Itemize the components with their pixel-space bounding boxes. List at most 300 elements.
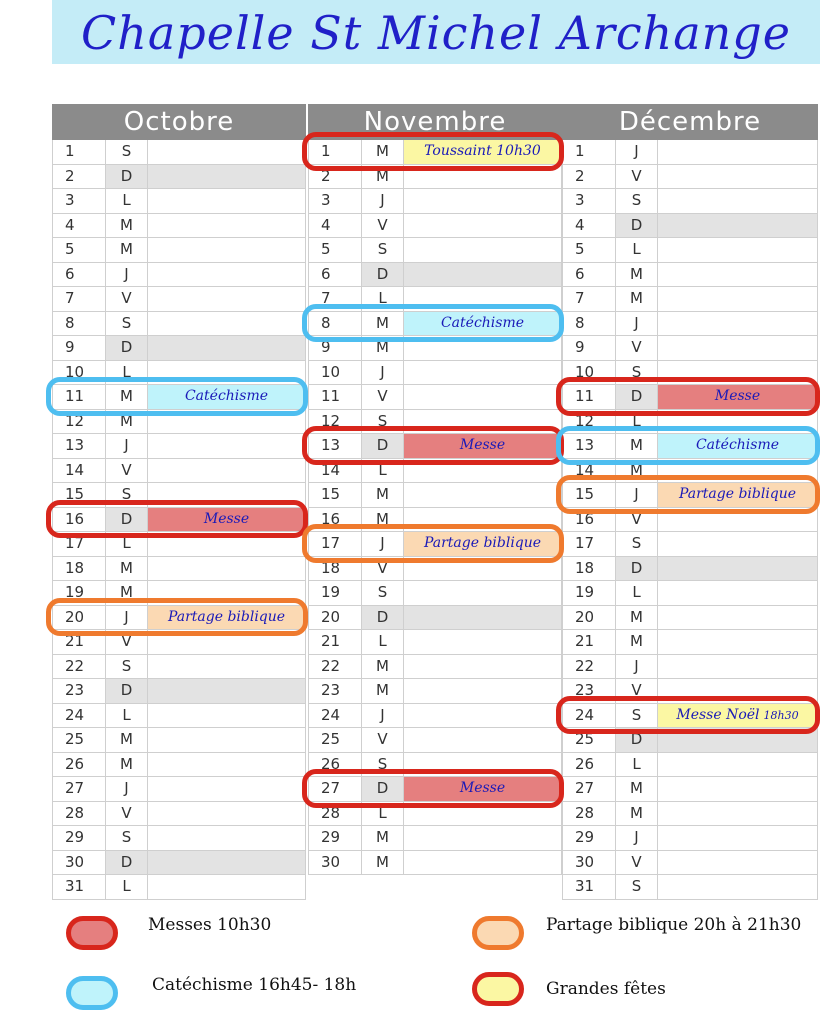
empty-cell — [658, 214, 818, 238]
day-row — [308, 459, 562, 484]
empty-cell — [148, 165, 306, 189]
month-header: Décembre — [562, 104, 818, 140]
day-number: 12 — [52, 410, 106, 434]
day-row — [308, 630, 562, 655]
weekday-letter: L — [362, 287, 404, 311]
weekday-letter: V — [106, 630, 148, 654]
day-row — [52, 263, 306, 288]
weekday-letter: M — [362, 851, 404, 875]
empty-cell — [404, 361, 562, 385]
empty-cell — [148, 287, 306, 311]
day-number: 21 — [308, 630, 362, 654]
weekday-letter: D — [106, 336, 148, 360]
empty-cell — [658, 287, 818, 311]
empty-cell — [658, 459, 818, 483]
day-row — [52, 557, 306, 582]
weekday-letter: S — [362, 581, 404, 605]
page-title: Chapelle St Michel Archange — [81, 6, 791, 60]
day-row — [52, 434, 306, 459]
day-number: 29 — [52, 826, 106, 850]
day-number: 13 — [52, 434, 106, 458]
day-row — [52, 238, 306, 263]
weekday-letter: M — [362, 655, 404, 679]
weekday-letter: S — [616, 875, 658, 899]
weekday-letter: L — [362, 802, 404, 826]
day-number: 18 — [308, 557, 362, 581]
legend-partage — [472, 916, 801, 950]
weekday-letter: V — [106, 459, 148, 483]
day-row — [562, 728, 818, 753]
day-number: 16 — [52, 508, 106, 532]
weekday-letter: L — [106, 704, 148, 728]
weekday-letter: V — [106, 287, 148, 311]
event-time-label: 18h30 — [763, 708, 799, 722]
day-number: 28 — [52, 802, 106, 826]
empty-cell — [658, 410, 818, 434]
day-row — [308, 851, 562, 876]
weekday-letter: S — [362, 753, 404, 777]
day-number: 8 — [308, 312, 362, 336]
empty-cell — [404, 238, 562, 262]
empty-cell — [658, 361, 818, 385]
weekday-letter: J — [362, 189, 404, 213]
empty-cell — [658, 532, 818, 556]
empty-cell — [148, 753, 306, 777]
event-label: Messe Noël — [676, 706, 760, 723]
weekday-letter: L — [106, 875, 148, 899]
day-number: 14 — [308, 459, 362, 483]
weekday-letter: M — [616, 606, 658, 630]
day-number: 16 — [562, 508, 616, 532]
day-number: 12 — [562, 410, 616, 434]
day-number: 1 — [52, 140, 106, 164]
day-number: 25 — [52, 728, 106, 752]
day-number: 28 — [562, 802, 616, 826]
event-label: Messe — [203, 510, 250, 527]
day-number: 26 — [308, 753, 362, 777]
weekday-letter: S — [616, 704, 658, 728]
weekday-letter: J — [616, 312, 658, 336]
day-row — [562, 508, 818, 533]
day-row — [308, 189, 562, 214]
empty-cell — [148, 263, 306, 287]
weekday-letter: D — [362, 777, 404, 801]
day-row — [562, 434, 818, 459]
weekday-letter: D — [106, 851, 148, 875]
day-number: 1 — [562, 140, 616, 164]
day-number: 18 — [562, 557, 616, 581]
weekday-letter: V — [616, 508, 658, 532]
weekday-letter: S — [362, 410, 404, 434]
weekday-letter: M — [362, 140, 404, 164]
day-row — [308, 140, 562, 165]
day-number: 4 — [562, 214, 616, 238]
day-row — [562, 777, 818, 802]
weekday-letter: L — [362, 459, 404, 483]
empty-cell — [148, 655, 306, 679]
event-label: Catéchisme — [440, 314, 525, 331]
day-row — [308, 312, 562, 337]
day-row — [562, 606, 818, 631]
day-row — [308, 802, 562, 827]
day-row — [308, 483, 562, 508]
day-number: 7 — [52, 287, 106, 311]
empty-cell — [404, 336, 562, 360]
day-number: 23 — [308, 679, 362, 703]
day-row — [52, 606, 306, 631]
month-header: Octobre — [52, 104, 306, 140]
weekday-letter: D — [616, 214, 658, 238]
day-row — [52, 336, 306, 361]
day-number: 21 — [52, 630, 106, 654]
empty-cell — [658, 189, 818, 213]
day-row — [308, 434, 562, 459]
day-number: 8 — [52, 312, 106, 336]
weekday-letter: L — [616, 410, 658, 434]
day-number: 10 — [562, 361, 616, 385]
weekday-letter: V — [106, 802, 148, 826]
event-cell — [148, 385, 306, 409]
day-row — [562, 875, 818, 900]
day-number: 14 — [52, 459, 106, 483]
event-cell — [404, 434, 562, 458]
weekday-letter: J — [106, 263, 148, 287]
weekday-letter: L — [616, 581, 658, 605]
month-column — [308, 104, 562, 875]
weekday-letter: M — [106, 214, 148, 238]
day-number: 19 — [308, 581, 362, 605]
weekday-letter: S — [616, 532, 658, 556]
event-label: Toussaint 10h30 — [424, 143, 541, 159]
weekday-letter: V — [616, 165, 658, 189]
day-row — [52, 655, 306, 680]
empty-cell — [404, 287, 562, 311]
event-cell — [658, 704, 818, 728]
event-cell — [148, 508, 306, 532]
empty-cell — [404, 508, 562, 532]
event-cell — [404, 532, 562, 556]
weekday-letter: L — [362, 630, 404, 654]
empty-cell — [148, 802, 306, 826]
day-row — [52, 189, 306, 214]
weekday-letter: J — [616, 655, 658, 679]
day-row — [562, 483, 818, 508]
empty-cell — [404, 214, 562, 238]
weekday-letter: V — [616, 851, 658, 875]
empty-cell — [148, 361, 306, 385]
event-cell — [404, 140, 562, 164]
empty-cell — [658, 777, 818, 801]
day-number: 19 — [562, 581, 616, 605]
weekday-letter: S — [616, 189, 658, 213]
empty-cell — [658, 606, 818, 630]
day-row — [308, 214, 562, 239]
empty-cell — [148, 336, 306, 360]
legend-catechisme — [66, 976, 356, 1010]
weekday-letter: M — [616, 434, 658, 458]
day-row — [308, 238, 562, 263]
weekday-letter: D — [616, 557, 658, 581]
weekday-letter: D — [362, 434, 404, 458]
empty-cell — [148, 704, 306, 728]
legend-partage-swatch — [472, 916, 524, 950]
weekday-letter: M — [106, 238, 148, 262]
day-row — [562, 532, 818, 557]
empty-cell — [148, 459, 306, 483]
empty-cell — [404, 606, 562, 630]
day-number: 14 — [562, 459, 616, 483]
weekday-letter: V — [362, 214, 404, 238]
day-number: 30 — [52, 851, 106, 875]
day-row — [562, 336, 818, 361]
day-number: 31 — [562, 875, 616, 899]
event-cell — [658, 483, 818, 507]
day-number: 11 — [308, 385, 362, 409]
weekday-letter: V — [362, 728, 404, 752]
empty-cell — [658, 263, 818, 287]
weekday-letter: M — [616, 802, 658, 826]
day-row — [308, 581, 562, 606]
empty-cell — [658, 508, 818, 532]
empty-cell — [404, 851, 562, 875]
empty-cell — [658, 851, 818, 875]
event-label: Messe — [459, 437, 506, 453]
day-number: 21 — [562, 630, 616, 654]
day-number: 17 — [562, 532, 616, 556]
empty-cell — [658, 557, 818, 581]
weekday-letter: D — [616, 728, 658, 752]
event-cell — [404, 312, 562, 336]
legend-catechisme-label: Catéchisme 16h45- 18h — [152, 975, 357, 995]
event-cell — [148, 606, 306, 630]
day-row — [562, 312, 818, 337]
weekday-letter: S — [106, 655, 148, 679]
weekday-letter: L — [106, 189, 148, 213]
weekday-letter: M — [106, 410, 148, 434]
day-number: 5 — [562, 238, 616, 262]
day-row — [308, 826, 562, 851]
day-row — [308, 410, 562, 435]
day-number: 26 — [562, 753, 616, 777]
empty-cell — [404, 802, 562, 826]
day-row — [562, 263, 818, 288]
day-number: 15 — [52, 483, 106, 507]
empty-cell — [658, 875, 818, 899]
empty-cell — [148, 875, 306, 899]
legend-partage-label: Partage biblique 20h à 21h30 — [546, 915, 802, 935]
day-number: 5 — [308, 238, 362, 262]
day-number: 16 — [308, 508, 362, 532]
day-number: 27 — [308, 777, 362, 801]
day-number: 2 — [562, 165, 616, 189]
day-number: 19 — [52, 581, 106, 605]
day-number: 1 — [308, 140, 362, 164]
day-number: 17 — [308, 532, 362, 556]
day-number: 6 — [52, 263, 106, 287]
event-label: Catéchisme — [184, 388, 269, 404]
empty-cell — [658, 581, 818, 605]
day-row — [562, 214, 818, 239]
weekday-letter: S — [106, 483, 148, 507]
day-row — [52, 361, 306, 386]
day-row — [308, 165, 562, 190]
empty-cell — [148, 777, 306, 801]
day-row — [52, 508, 306, 533]
day-row — [562, 459, 818, 484]
weekday-letter: M — [362, 312, 404, 336]
day-number: 25 — [562, 728, 616, 752]
empty-cell — [148, 851, 306, 875]
day-number: 15 — [308, 483, 362, 507]
day-row — [52, 532, 306, 557]
day-number: 7 — [308, 287, 362, 311]
day-row — [52, 312, 306, 337]
weekday-letter: D — [106, 679, 148, 703]
day-row — [52, 140, 306, 165]
empty-cell — [148, 532, 306, 556]
day-row — [308, 263, 562, 288]
day-row — [52, 704, 306, 729]
legend-messes-label: Messes 10h30 — [148, 915, 272, 935]
day-row — [562, 238, 818, 263]
event-label: Catéchisme — [695, 437, 780, 453]
day-row — [52, 802, 306, 827]
day-row — [308, 679, 562, 704]
empty-cell — [404, 655, 562, 679]
weekday-letter: D — [106, 508, 148, 532]
day-number: 30 — [308, 851, 362, 875]
day-row — [308, 777, 562, 802]
weekday-letter: J — [106, 434, 148, 458]
day-number: 31 — [52, 875, 106, 899]
legend-fetes-label: Grandes fêtes — [546, 979, 666, 999]
day-number: 4 — [308, 214, 362, 238]
day-number: 15 — [562, 483, 616, 507]
day-number: 22 — [52, 655, 106, 679]
day-number: 8 — [562, 312, 616, 336]
empty-cell — [658, 753, 818, 777]
event-cell — [658, 434, 818, 458]
day-number: 20 — [52, 606, 106, 630]
weekday-letter: J — [362, 704, 404, 728]
weekday-letter: J — [616, 483, 658, 507]
day-row — [562, 140, 818, 165]
day-number: 29 — [562, 826, 616, 850]
empty-cell — [658, 336, 818, 360]
event-label: Partage biblique — [678, 486, 797, 502]
day-row — [52, 581, 306, 606]
day-row — [562, 753, 818, 778]
empty-cell — [404, 728, 562, 752]
weekday-letter: M — [362, 679, 404, 703]
legend-fetes — [472, 972, 666, 1006]
empty-cell — [658, 802, 818, 826]
weekday-letter: D — [106, 165, 148, 189]
day-number: 11 — [562, 385, 616, 409]
empty-cell — [148, 483, 306, 507]
weekday-letter: S — [616, 361, 658, 385]
day-row — [562, 361, 818, 386]
day-number: 23 — [52, 679, 106, 703]
weekday-letter: M — [362, 508, 404, 532]
day-row — [308, 606, 562, 631]
day-row — [562, 679, 818, 704]
weekday-letter: M — [362, 336, 404, 360]
day-number: 18 — [52, 557, 106, 581]
day-number: 20 — [308, 606, 362, 630]
day-row — [562, 410, 818, 435]
empty-cell — [148, 728, 306, 752]
day-row — [52, 385, 306, 410]
day-number: 13 — [308, 434, 362, 458]
day-row — [52, 630, 306, 655]
empty-cell — [404, 753, 562, 777]
weekday-letter: S — [106, 140, 148, 164]
weekday-letter: M — [362, 483, 404, 507]
day-row — [562, 851, 818, 876]
legend-catechisme-swatch — [66, 976, 118, 1010]
weekday-letter: L — [106, 361, 148, 385]
empty-cell — [148, 826, 306, 850]
day-row — [562, 189, 818, 214]
day-row — [562, 385, 818, 410]
day-row — [308, 532, 562, 557]
day-row — [308, 336, 562, 361]
event-cell — [404, 777, 562, 801]
day-row — [308, 655, 562, 680]
day-number: 24 — [562, 704, 616, 728]
day-number: 9 — [562, 336, 616, 360]
day-row — [562, 287, 818, 312]
empty-cell — [658, 312, 818, 336]
day-row — [308, 728, 562, 753]
day-row — [562, 826, 818, 851]
weekday-letter: M — [616, 287, 658, 311]
day-row — [562, 581, 818, 606]
day-row — [562, 557, 818, 582]
day-row — [562, 165, 818, 190]
weekday-letter: L — [616, 753, 658, 777]
empty-cell — [404, 630, 562, 654]
empty-cell — [658, 826, 818, 850]
empty-cell — [658, 238, 818, 262]
day-row — [308, 704, 562, 729]
day-number: 3 — [562, 189, 616, 213]
day-number: 5 — [52, 238, 106, 262]
weekday-letter: J — [106, 606, 148, 630]
day-number: 27 — [562, 777, 616, 801]
empty-cell — [658, 728, 818, 752]
day-row — [308, 287, 562, 312]
weekday-letter: J — [362, 361, 404, 385]
weekday-letter: M — [362, 165, 404, 189]
day-row — [562, 655, 818, 680]
empty-cell — [404, 459, 562, 483]
empty-cell — [148, 434, 306, 458]
empty-cell — [404, 385, 562, 409]
day-number: 11 — [52, 385, 106, 409]
legend-fetes-swatch — [472, 972, 524, 1006]
weekday-letter: D — [362, 606, 404, 630]
day-row — [308, 361, 562, 386]
day-row — [562, 704, 818, 729]
day-number: 7 — [562, 287, 616, 311]
weekday-letter: M — [106, 728, 148, 752]
day-number: 22 — [562, 655, 616, 679]
month-column — [562, 104, 818, 900]
legend-messes — [66, 916, 271, 950]
day-row — [52, 679, 306, 704]
